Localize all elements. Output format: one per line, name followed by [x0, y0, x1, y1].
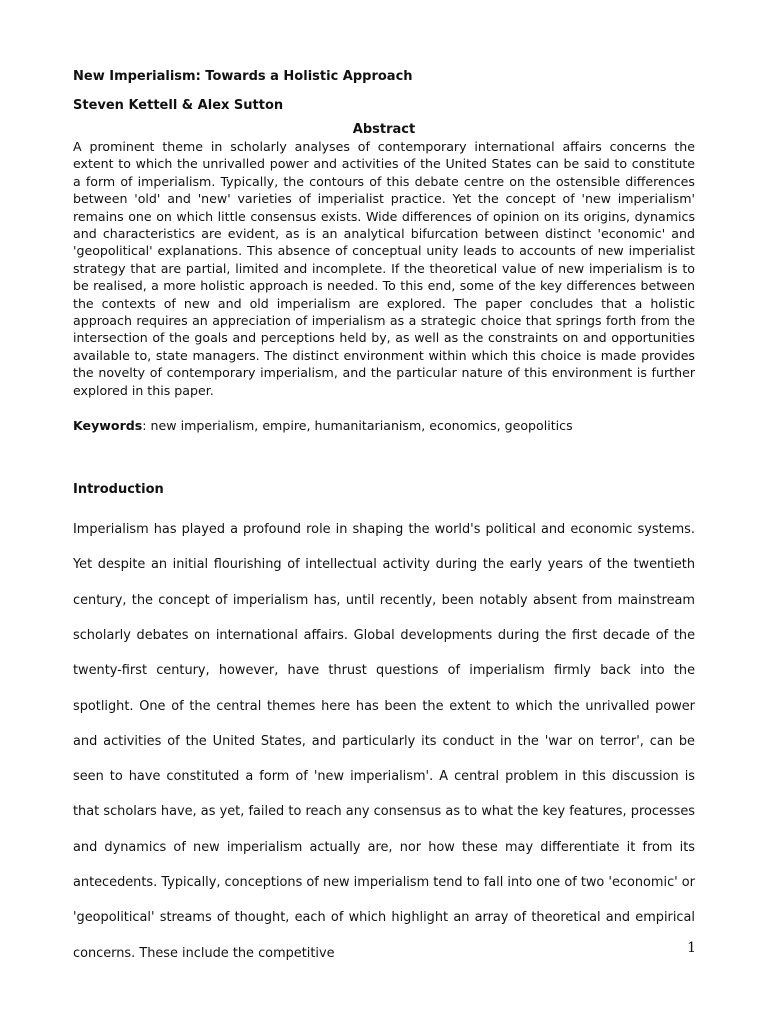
keywords-label: Keywords — [73, 418, 143, 434]
paper-authors: Steven Kettell & Alex Sutton — [73, 98, 284, 113]
page-number: 1 — [687, 940, 696, 956]
paper-title: New Imperialism: Towards a Holistic Approach — [73, 69, 413, 84]
keywords-line — [73, 417, 695, 434]
abstract-text: A prominent theme in scholarly analyses of contemporary international affairs concerns the extent to which the unrivalled power and activities of the United States can be said to constitute a form of imperialism. Typically, the contours of this debate centre on the ostensible differences between 'old' and 'new' varieties of imperialist practice. Yet the concept of 'new imperialism' remains one on which little consensus exists. Wide differences of opinion on its origins, dynamics and characteristics are evident, as is an analytical bifurcation between distinct 'economic' and 'geopolitical' explanations. This absence of conceptual unity leads to accounts of new imperialist strategy that are partial, limited and incomplete. If the theoretical value of new imperialism is to be realised, a more holistic approach is needed. To this end, some of the key differences between the contexts of new and old imperialism are explored. The paper concludes that a holistic approach requires an appreciation of imperialism as a strategic choice that springs forth from the intersection of the goals and perceptions held by, as well as the constraints on and opportunities available to, state managers. The distinct environment within which this choice is made provides the novelty of contemporary imperialism, and the particular nature of this environment is further explored in this paper. — [73, 139, 695, 398]
page-content — [73, 69, 695, 971]
introduction-text: Imperialism has played a profound role in shaping the world's political and economic systems. Yet despite an initial flourishing of intellectual activity during the early years of the twentieth century, the concept of imperialism has, until recently, been notably absent from mainstream scholarly debates on international affairs. Global developments during the first decade of the twenty-first century, however, have thrust questions of imperialism firmly back into the spotlight. One of the central themes here has been the extent to which the unrivalled power and activities of the United States, and particularly its conduct in the 'war on terror', can be seen to have constituted a form of 'new imperialism'. A central problem in this discussion is that scholars have, as yet, failed to reach any consensus as to what the key features, processes and dynamics of new imperialism actually are, nor how these may differentiate it from its antecedents. Typically, conceptions of new imperialism tend to fall into one of two 'economic' or 'geopolitical' streams of thought, each of which highlight an array of theoretical and empirical concerns. These include the competitive — [73, 522, 695, 961]
keywords-list: : new imperialism, empire, humanitarianism, economics, geopolitics — [142, 418, 573, 434]
abstract-heading: Abstract — [352, 122, 416, 137]
section-heading-introduction: Introduction — [73, 482, 164, 498]
